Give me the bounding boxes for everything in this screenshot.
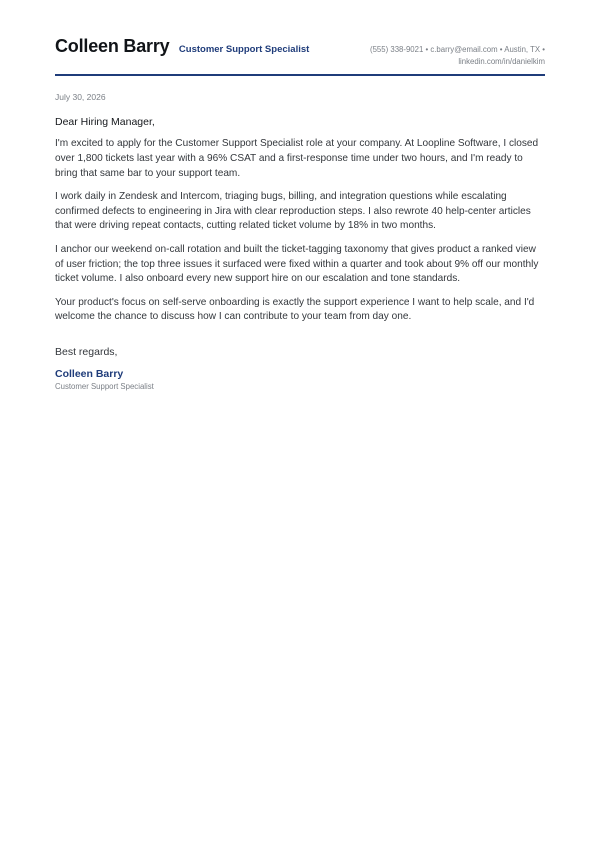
- letter-body: [55, 116, 545, 391]
- paragraph-2: I work daily in Zendesk and Intercom, triaging bugs, billing, and integration questions while escalating confirmed defects to engineering in Jira with clear reproduction steps. I also rewrote 40 help-center articles that were driving repeat contacts, cutting related ticket volume by 18% in two months.: [55, 190, 531, 232]
- letter-date: July 30, 2026: [55, 92, 106, 102]
- applicant-name: Colleen Barry: [55, 36, 170, 56]
- salutation: Dear Hiring Manager,: [55, 116, 155, 128]
- closing: Best regards,: [55, 346, 118, 359]
- name-block: [55, 36, 309, 57]
- letter-header: [55, 36, 545, 76]
- paragraph-3: I anchor our weekend on-call rotation and built the ticket-tagging taxonomy that gives product a ranked view of user friction; the top three issues it surfaced were fixed within a quarter and took about 9% off our monthly ticket volume. I also onboard every new support hire on our escalation and tone standards.: [55, 243, 539, 285]
- contact-line-1: (555) 338-9021 • c.barry@email.com • Austin, TX •: [369, 45, 545, 54]
- applicant-title: Customer Support Specialist: [178, 44, 310, 55]
- signature-title: Customer Support Specialist: [55, 382, 154, 392]
- paragraph-4: Your product's focus on self-serve onboarding is exactly the support experience I want to help scale, and I'd welcome the chance to discuss how I can contribute to your team from day one.: [55, 296, 535, 323]
- signature-name: Colleen Barry: [55, 368, 124, 381]
- contact-line-2: linkedin.com/in/danielkim: [458, 57, 545, 66]
- contact-info: [315, 44, 545, 68]
- paragraph-1: I'm excited to apply for the Customer Support Specialist role at your company. At Loopline Software, I closed over 1,800 tickets last year with a 96% CSAT and a first-response time under two hours, and I'm ready to bring that same bar to your support team.: [55, 138, 539, 179]
